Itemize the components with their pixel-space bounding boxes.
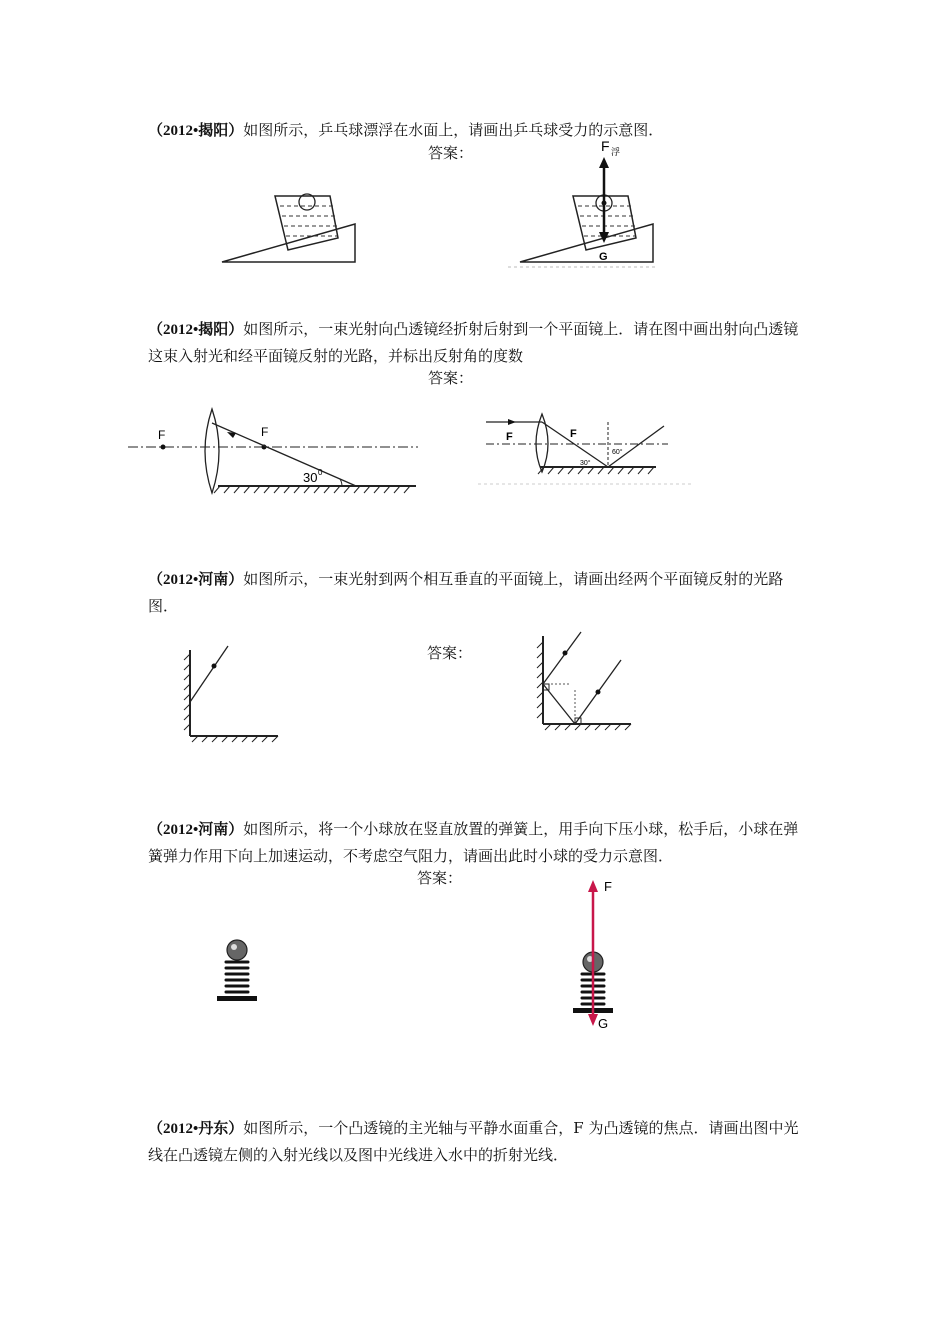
lens-mirror-figure — [128, 405, 420, 500]
lens-mirror-answer-figure — [478, 410, 696, 490]
focus-label-left: F — [506, 431, 513, 443]
beaker-on-slope-figure — [215, 180, 360, 270]
spring-ball-answer-figure — [568, 872, 628, 1032]
beaker-answer-figure — [505, 135, 665, 270]
answer-label: 答案： — [428, 369, 474, 387]
reflection-angle-b: 60° — [612, 449, 623, 456]
question-5 — [148, 1115, 808, 1168]
buoyancy-label: F — [601, 138, 610, 154]
answer-label: 答案： — [428, 144, 474, 162]
question-1 — [148, 117, 808, 144]
focus-label-right: F — [570, 428, 577, 440]
perpendicular-mirrors-answer-figure — [535, 630, 635, 735]
spring-ball-figure — [212, 938, 262, 1004]
question-4 — [148, 816, 808, 869]
question-source: （2012•河南） — [148, 572, 244, 588]
question-source: （2012•揭阳） — [148, 322, 244, 338]
question-2 — [148, 316, 808, 369]
perpendicular-mirrors-figure — [180, 640, 285, 745]
answer-label: 答案： — [427, 644, 473, 662]
focus-label-right: F — [261, 425, 269, 439]
gravity-label: G — [599, 251, 608, 263]
force-down-label: G — [598, 1016, 609, 1031]
question-3 — [148, 566, 808, 619]
question-text: 如图所示，一束光射向凸透镜经折射后射到一个平面镜上．请在图中画出射向凸透镜这束入射光和经平面镜反射的光路，并标出反射角的度数 — [148, 320, 799, 365]
question-text: 如图所示，一束光射到两个相互垂直的平面镜上，请画出经两个平面镜反射的光路图． — [148, 570, 784, 615]
question-source: （2012•河南） — [148, 822, 244, 838]
question-text: 如图所示，乒乓球漂浮在水面上，请画出乒乓球受力的示意图． — [243, 121, 664, 139]
question-source: （2012•丹东） — [148, 1121, 244, 1137]
answer-label: 答案： — [417, 869, 463, 887]
force-up-label: F — [604, 879, 612, 894]
question-source: （2012•揭阳） — [148, 123, 244, 139]
angle-unit-label: 0 — [318, 468, 323, 477]
reflection-angle-a: 30° — [580, 460, 591, 467]
buoyancy-subscript: 浮 — [611, 147, 621, 157]
angle-label: 30 — [303, 470, 318, 485]
question-text: 如图所示，将一个小球放在竖直放置的弹簧上，用手向下压小球，松手后，小球在弹簧弹力作用下向上加速运动，不考虑空气阻力，请画出此时小球的受力示意图． — [148, 820, 799, 865]
focus-label-left: F — [158, 428, 166, 442]
question-text: 如图所示，一个凸透镜的主光轴与平静水面重合，F 为凸透镜的焦点．请画出图中光线在凸透镜左侧的入射光线以及图中光线进入水中的折射光线． — [148, 1119, 799, 1164]
